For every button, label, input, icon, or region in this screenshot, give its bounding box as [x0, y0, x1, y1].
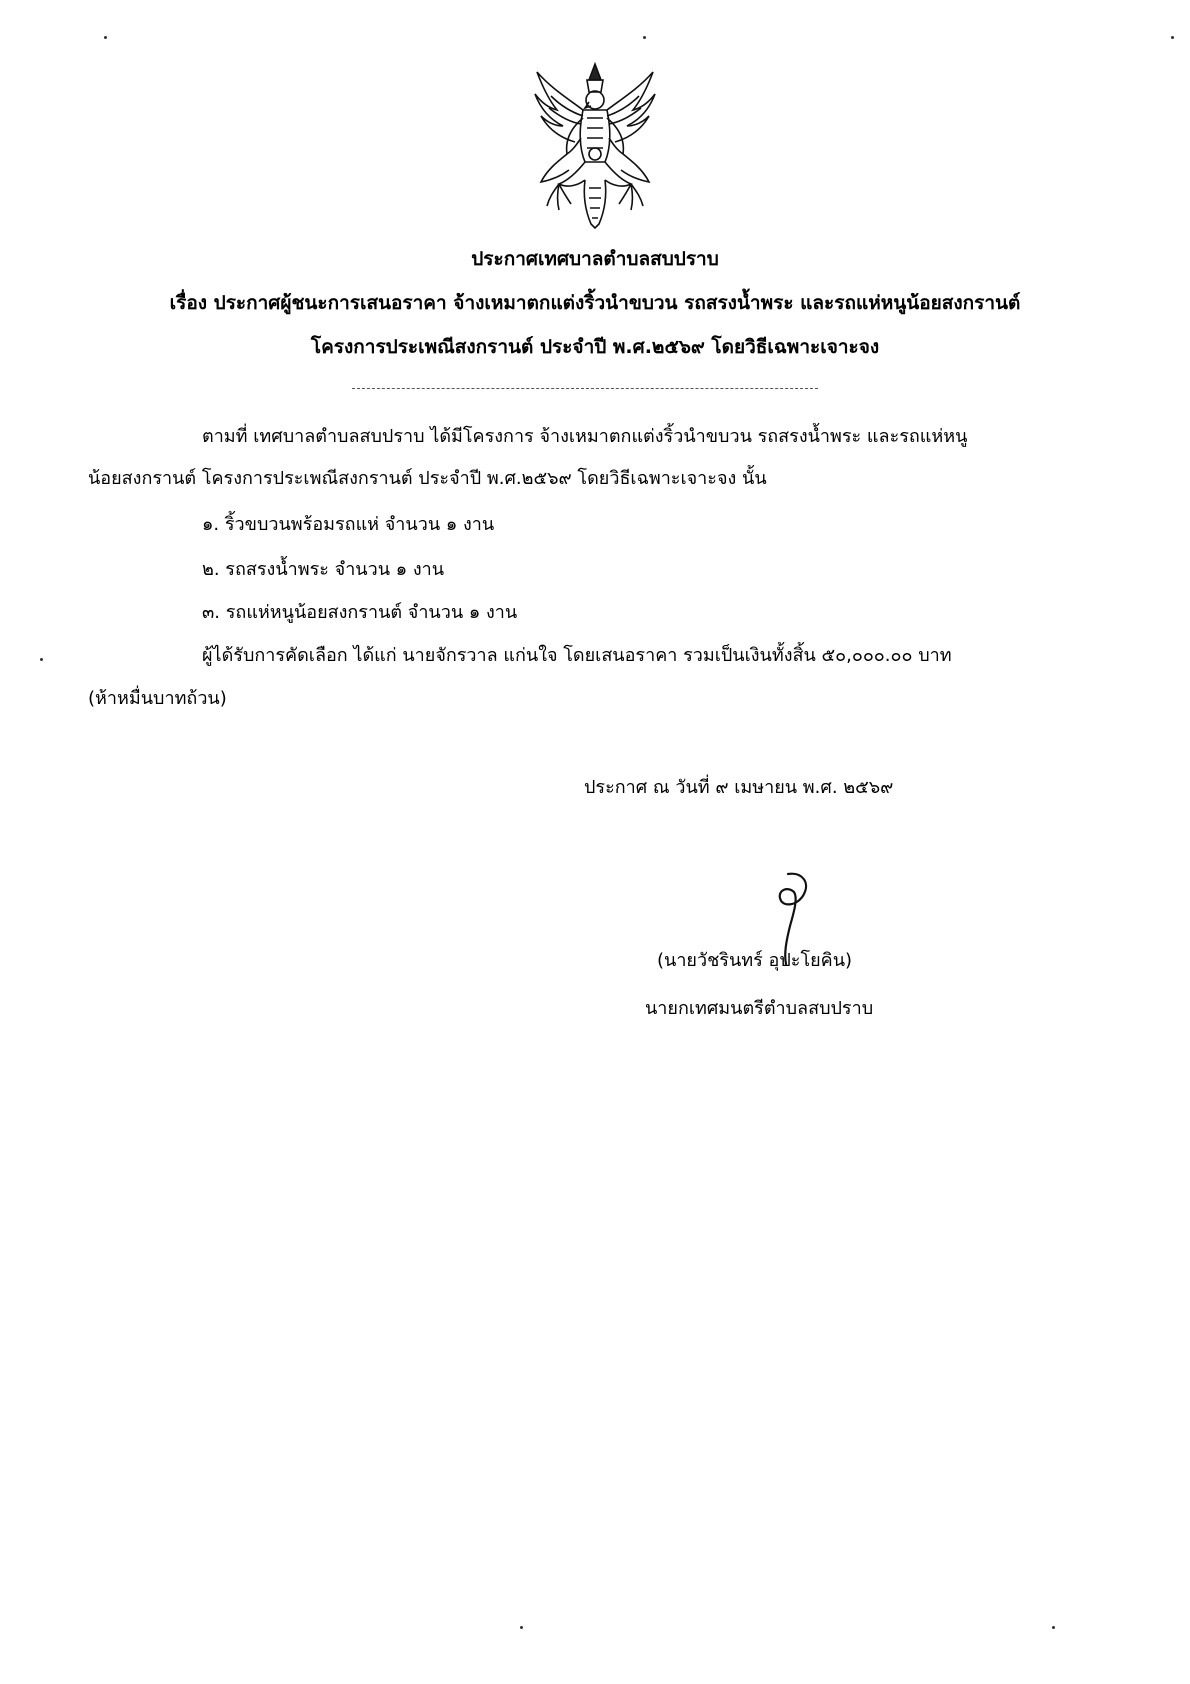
- scan-speck: [104, 36, 107, 39]
- signatory-position: นายกเทศมนตรีตำบลสบปราบ: [645, 998, 874, 1019]
- intro-paragraph-line-2: น้อยสงกรานต์ โครงการประเพณีสงกรานต์ ประจำปี พ.ศ.๒๕๖๙ โดยวิธีเฉพาะเจาะจง นั้น: [88, 468, 767, 489]
- scan-speck: [643, 36, 646, 39]
- title-separator: [352, 388, 818, 389]
- scan-speck: [1052, 1626, 1055, 1629]
- announcement-subject: เรื่อง ประกาศผู้ชนะการเสนอราคา จ้างเหมาตกแต่งริ้วนำขบวน รถสรงน้ำพระ และรถแห่หนูน้อยสงกรานต์: [169, 292, 1021, 314]
- scan-speck: [40, 658, 43, 661]
- list-item: ๒. รถสรงน้ำพระ จำนวน ๑ งาน: [202, 559, 445, 580]
- signatory-name: (นายวัชรินทร์ อุปะโยคิน): [657, 950, 853, 971]
- announcement-date: ประกาศ ณ วันที่ ๙ เมษายน พ.ศ. ๒๕๖๙: [584, 777, 894, 798]
- list-item: ๑. ริ้วขบวนพร้อมรถแห่ จำนวน ๑ งาน: [202, 514, 495, 535]
- winner-paragraph-line-1: ผู้ได้รับการคัดเลือก ได้แก่ นายจักรวาล แก่นใจ โดยเสนอราคา รวมเป็นเงินทั้งสิ้น ๕๐,๐๐๐.๐๐ บาท: [202, 645, 952, 666]
- winner-paragraph-line-2: (ห้าหมื่นบาทถ้วน): [88, 688, 227, 709]
- announcement-project: โครงการประเพณีสงกรานต์ ประจำปี พ.ศ.๒๕๖๙ โดยวิธีเฉพาะเจาะจง: [310, 336, 880, 358]
- scan-speck: [520, 1626, 523, 1629]
- list-item: ๓. รถแห่หนูน้อยสงกรานต์ จำนวน ๑ งาน: [202, 602, 518, 623]
- garuda-emblem-icon: [527, 58, 663, 230]
- intro-paragraph-line-1: ตามที่ เทศบาลตำบลสบปราบ ได้มีโครงการ จ้างเหมาตกแต่งริ้วนำขบวน รถสรงน้ำพระ และรถแห่หนู: [202, 426, 968, 447]
- announcement-title: ประกาศเทศบาลตำบลสบปราบ: [471, 248, 719, 270]
- scan-speck: [1171, 36, 1174, 39]
